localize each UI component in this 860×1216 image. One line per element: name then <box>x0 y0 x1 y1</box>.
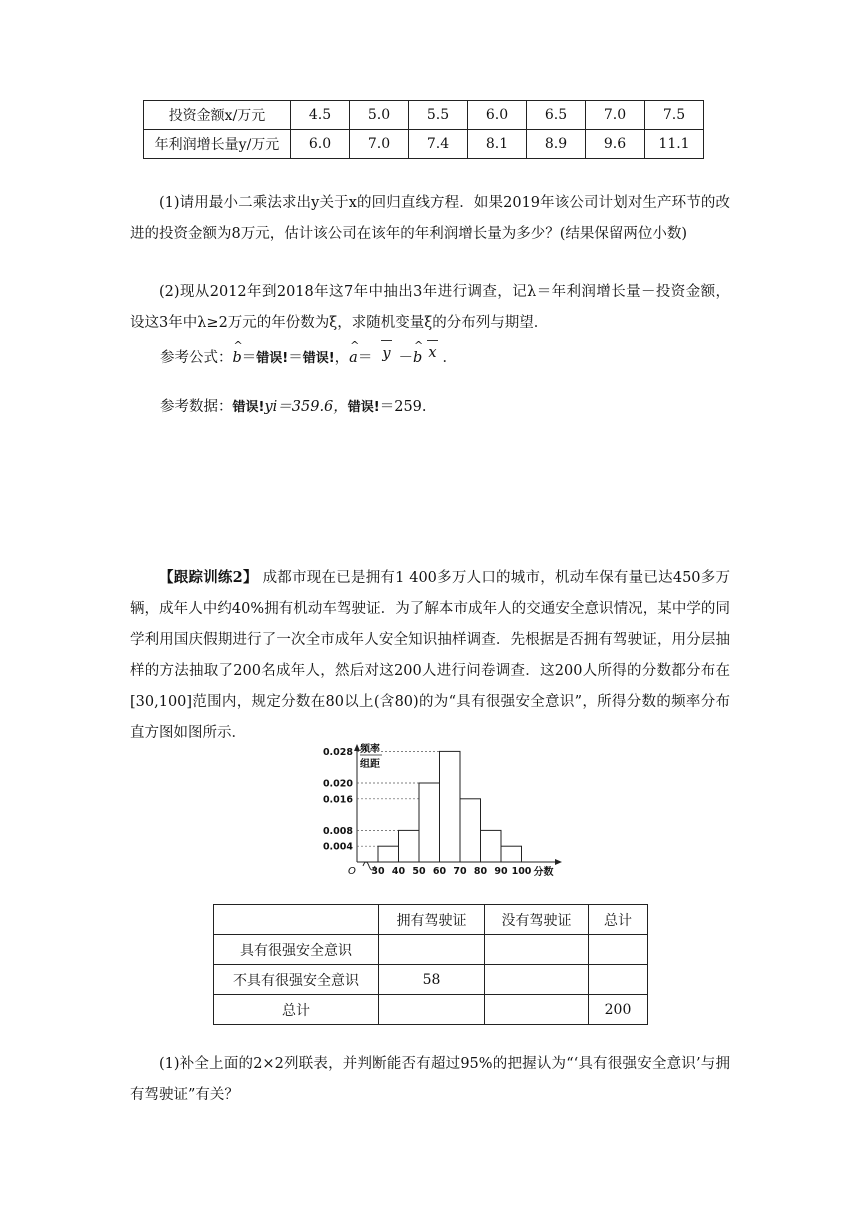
symbol-x: x <box>428 345 437 361</box>
header-cell: 没有驾驶证 <box>485 905 589 935</box>
period: ． <box>442 350 458 366</box>
table-row <box>214 905 648 935</box>
hat-mark: ^ <box>233 339 243 352</box>
x-tick-label: 70 <box>453 866 467 877</box>
minus: － <box>398 350 414 366</box>
row-header: 年利润增长量y/万元 <box>144 130 291 159</box>
x-tick-label: 50 <box>412 866 426 877</box>
error-marker: 错误! <box>347 400 380 415</box>
histogram-bar <box>399 830 420 862</box>
eq: ＝ <box>288 350 303 366</box>
data-part: yi＝359.6， <box>264 399 348 415</box>
y-tick-label: 0.016 <box>322 794 353 806</box>
comma: ， <box>334 350 350 366</box>
b-hat <box>232 339 243 366</box>
symbol-y: y <box>382 346 391 362</box>
histogram-bar <box>501 846 522 862</box>
table-cell: 7.4 <box>409 130 468 159</box>
table-cell <box>485 995 589 1025</box>
x-tick-label: 90 <box>494 866 508 877</box>
histogram-bar <box>460 799 481 862</box>
header-cell: 总计 <box>589 905 648 935</box>
x-axis-arrow <box>555 859 562 865</box>
y-axis-label-bottom: 组距 <box>360 759 380 770</box>
error-marker: 错误! <box>232 400 265 415</box>
symbol-a: a <box>349 350 358 366</box>
header-cell <box>214 905 379 935</box>
table-row <box>214 965 648 995</box>
y-bar <box>382 346 390 362</box>
table-cell: 6.0 <box>291 130 350 159</box>
row-header: 不具有很强安全意识 <box>214 965 379 995</box>
investment-table <box>143 100 704 159</box>
error-marker: 错误! <box>256 351 289 366</box>
table-row <box>214 935 648 965</box>
table-cell <box>485 935 589 965</box>
eq: ＝ <box>357 350 373 366</box>
table-cell: 11.1 <box>645 130 704 159</box>
table-row <box>144 101 704 130</box>
y-tick-label: 0.028 <box>322 746 353 758</box>
x-tick-label: 40 <box>391 866 406 877</box>
histogram-bar <box>378 846 399 862</box>
y-tick-label: 0.008 <box>322 825 353 837</box>
origin-label: O <box>348 866 356 877</box>
exercise-tag: 【跟踪训练2】 <box>159 569 258 586</box>
table-cell: 6.0 <box>468 101 527 130</box>
table-cell: 58 <box>379 965 485 995</box>
b-hat <box>413 339 424 366</box>
table-cell <box>589 965 648 995</box>
reference-formula <box>160 339 458 376</box>
y-tick-label: 0.020 <box>322 778 353 790</box>
eq: ＝ <box>241 350 257 366</box>
hat-mark: ^ <box>350 339 360 352</box>
x-tick-label: 60 <box>432 866 447 877</box>
symbol-b: b <box>413 350 423 366</box>
table-row <box>214 995 648 1025</box>
exercise-paragraph <box>130 562 730 749</box>
row-header: 投资金额x/万元 <box>144 101 291 130</box>
table-cell: 7.0 <box>586 101 645 130</box>
row-header: 具有很强安全意识 <box>214 935 379 965</box>
question-3: (1)补全上面的2×2列联表，并判断能否有超过95%的把握认为“‘具有很强安全意识’与拥有驾驶证”有关？ <box>130 1056 730 1103</box>
table-cell: 7.0 <box>350 130 409 159</box>
table-row <box>144 130 704 159</box>
table-cell <box>379 995 485 1025</box>
x-axis-label: 分数 <box>533 867 554 878</box>
table-cell <box>589 935 648 965</box>
symbol-b: b <box>232 350 242 366</box>
table-cell: 5.0 <box>350 101 409 130</box>
table-cell: 4.5 <box>291 101 350 130</box>
contingency-table <box>213 904 648 1025</box>
table-cell: 8.9 <box>527 130 586 159</box>
histogram-bar <box>481 830 502 862</box>
hat-mark: ^ <box>414 339 424 352</box>
question-1: (1)请用最小二乘法求出y关于x的回归直线方程．如果2019年该公司计划对生产环节的改进的投资金额为8万元，估计该公司在该年的年利润增长量为多少？(结果保留两位小数) <box>130 195 730 242</box>
x-tick-label: 80 <box>473 866 488 877</box>
data-prefix: 参考数据： <box>160 399 233 415</box>
table-cell: 200 <box>589 995 648 1025</box>
table-cell: 6.5 <box>527 101 586 130</box>
table-cell: 7.5 <box>645 101 704 130</box>
formula-prefix: 参考公式： <box>160 350 233 366</box>
histogram-bar <box>440 751 461 862</box>
table-cell: 9.6 <box>586 130 645 159</box>
header-cell: 拥有驾驶证 <box>379 905 485 935</box>
table-cell <box>379 935 485 965</box>
x-tick-label: 30 <box>371 866 385 877</box>
histogram-bar <box>419 783 440 862</box>
error-marker: 错误! <box>302 351 335 366</box>
x-bar <box>428 345 436 361</box>
reference-data <box>160 395 427 416</box>
frequency-histogram <box>322 742 570 892</box>
row-header: 总计 <box>214 995 379 1025</box>
question-2: (2)现从2012年到2018年这7年中抽出3年进行调查，记λ＝年利润增长量－投资金额，设这3年中λ≥2万元的年份数为ξ，求随机变量ξ的分布列与期望． <box>130 284 730 331</box>
table-cell: 8.1 <box>468 130 527 159</box>
y-tick-label: 0.004 <box>322 841 353 853</box>
a-hat <box>349 339 360 366</box>
exercise-text: 成都市现在已是拥有1 400多万人口的城市，机动车保有量已达450多万辆，成年人中约40%拥有机动车驾驶证．为了解本市成年人的交通安全意识情况，某中学的同学利用国庆假期进行了一次全市成年人安全知识抽样调查．先根据是否拥有驾驶证，用分层抽样的方法抽取了200名成年人，然后对这200人进行问卷调查．这200人所得的分数都分布在[30,100]范围内，规定分数在80以上(含80)的为“具有很强安全意识”，所得分数的频率分布直方图如图所示． <box>130 570 730 741</box>
data-part: ＝259. <box>379 399 427 415</box>
x-tick-label: 100 <box>511 866 532 877</box>
table-cell <box>485 965 589 995</box>
table-cell: 5.5 <box>409 101 468 130</box>
y-axis-label-top: 频率 <box>360 744 380 755</box>
